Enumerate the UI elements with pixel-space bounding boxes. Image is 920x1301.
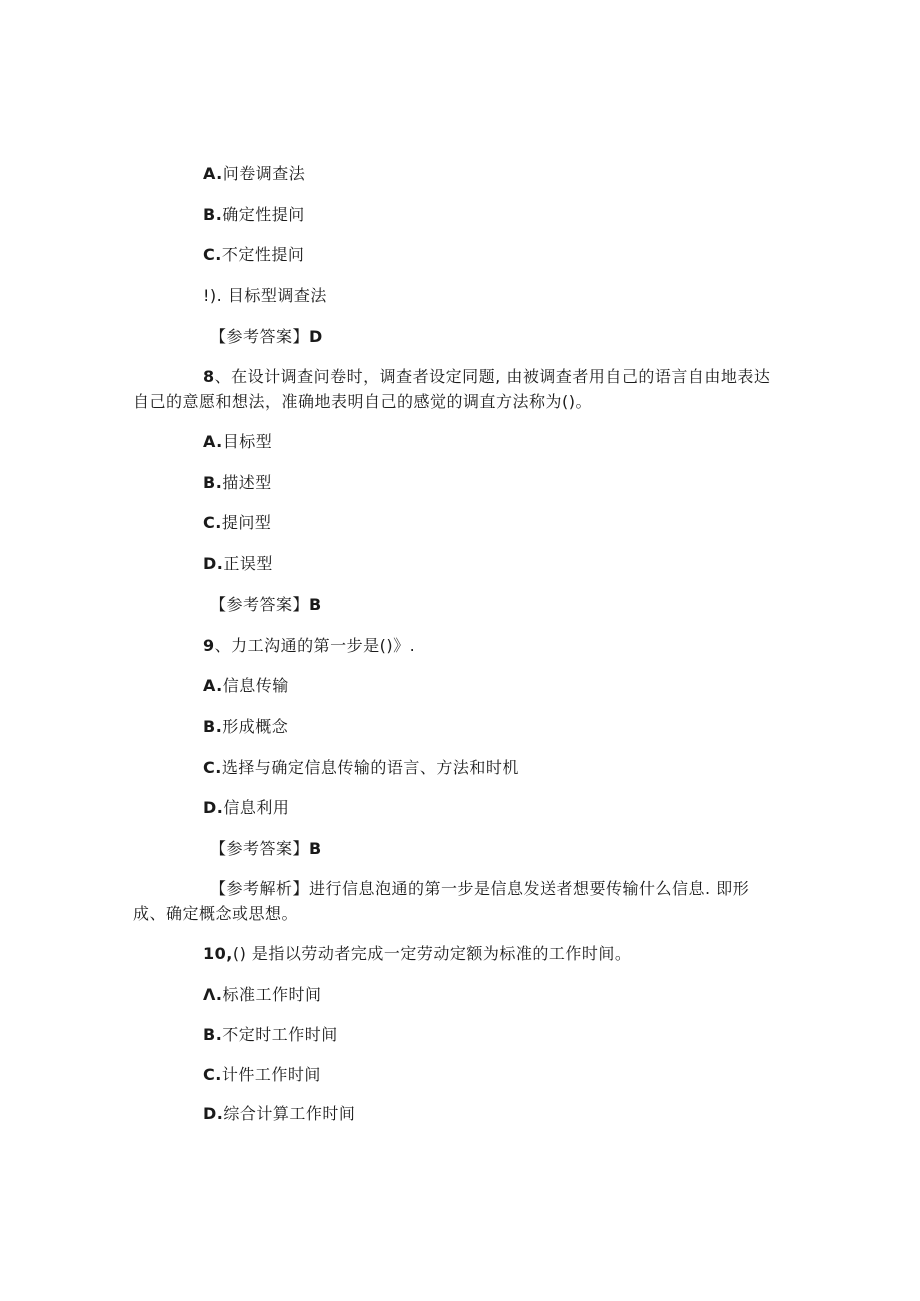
analysis-text: 成、确定概念或思想。 xyxy=(133,904,299,923)
q9-option-d xyxy=(203,798,289,818)
option-text: 问卷调查法 xyxy=(222,164,306,183)
option-label: C. xyxy=(203,513,222,532)
q8-option-d xyxy=(203,554,273,574)
question-number: 9 xyxy=(203,636,215,655)
option-text: 确定性提问 xyxy=(222,205,305,224)
q9-option-a xyxy=(203,676,289,696)
answer-value: B xyxy=(309,839,322,858)
option-text: 信息传输 xyxy=(222,676,289,695)
q10-option-a xyxy=(203,985,321,1005)
q9-analysis-line2 xyxy=(133,904,298,924)
option-text: 不定时工作时间 xyxy=(222,1025,338,1044)
option-text: 选择与确定信息传输的语言、方法和时机 xyxy=(221,758,519,777)
q10-option-d xyxy=(203,1104,355,1124)
answer-value: B xyxy=(309,595,322,614)
answer-label: 【参考答案】 xyxy=(210,595,310,614)
option-label: B. xyxy=(203,473,223,492)
question-text: 、在设计调查问卷时，调查者设定同题, 由被调查者用自己的语言自由地表达 xyxy=(214,367,771,386)
q9-analysis-line1 xyxy=(210,879,749,899)
option-text: 综合计算工作时间 xyxy=(223,1104,356,1123)
option-label: B. xyxy=(203,717,223,736)
answer-value: D xyxy=(309,327,323,346)
q8-option-c xyxy=(203,513,271,533)
q8-option-b xyxy=(203,473,272,493)
option-text: 形成概念 xyxy=(222,717,289,736)
option-label: A. xyxy=(203,164,223,183)
q7-option-b xyxy=(203,205,305,225)
q7-option-c xyxy=(203,245,304,265)
option-label: !). xyxy=(203,286,223,305)
option-label: D. xyxy=(203,554,224,573)
option-text: 计件工作时间 xyxy=(221,1065,321,1084)
analysis-label: 【参考解析】 xyxy=(210,879,310,898)
question-number: 8 xyxy=(203,367,215,386)
option-text: 目标型 xyxy=(222,432,273,451)
q9-option-b xyxy=(203,717,288,737)
option-label: Λ. xyxy=(203,985,223,1004)
q8-answer xyxy=(210,595,322,615)
option-label: D. xyxy=(203,798,224,817)
q8-option-a xyxy=(203,432,272,452)
option-text: 标准工作时间 xyxy=(222,985,322,1004)
question-text: () 是指以劳动者完成一定劳动定额为标准的工作时间。 xyxy=(232,944,632,963)
question-text: 自己的意愿和想法，准确地表明自己的感觉的调直方法称为()。 xyxy=(133,392,592,411)
q10-option-c xyxy=(203,1065,321,1085)
option-label: A. xyxy=(203,432,223,451)
question-number: 10, xyxy=(203,944,233,963)
answer-label: 【参考答案】 xyxy=(210,327,310,346)
option-text: 不定性提问 xyxy=(221,245,305,264)
option-text: 正误型 xyxy=(223,554,273,573)
option-label: D. xyxy=(203,1104,224,1123)
q9-option-c xyxy=(203,758,519,778)
q9-stem xyxy=(203,636,415,656)
option-label: B. xyxy=(203,205,223,224)
option-label: C. xyxy=(203,758,222,777)
analysis-text: 进行信息泡通的第一步是信息发送者想要传输什么信息. 即形 xyxy=(309,879,750,898)
question-text: 、力工沟通的第一步是()》. xyxy=(214,636,416,655)
option-text: 提问型 xyxy=(221,513,272,532)
option-label: C. xyxy=(203,245,222,264)
option-label: A. xyxy=(203,676,223,695)
q8-stem-line2 xyxy=(133,392,592,412)
option-text: 描述型 xyxy=(222,473,272,492)
q10-option-b xyxy=(203,1025,338,1045)
option-label: B. xyxy=(203,1025,223,1044)
q7-option-a xyxy=(203,164,305,184)
q9-answer xyxy=(210,839,322,859)
option-text: 目标型调查法 xyxy=(222,286,327,305)
q7-option-d xyxy=(203,286,327,306)
q8-stem-line1 xyxy=(203,367,770,387)
option-label: C. xyxy=(203,1065,222,1084)
option-text: 信息利用 xyxy=(223,798,290,817)
q7-answer xyxy=(210,327,323,347)
answer-label: 【参考答案】 xyxy=(210,839,310,858)
q10-stem xyxy=(203,944,631,964)
